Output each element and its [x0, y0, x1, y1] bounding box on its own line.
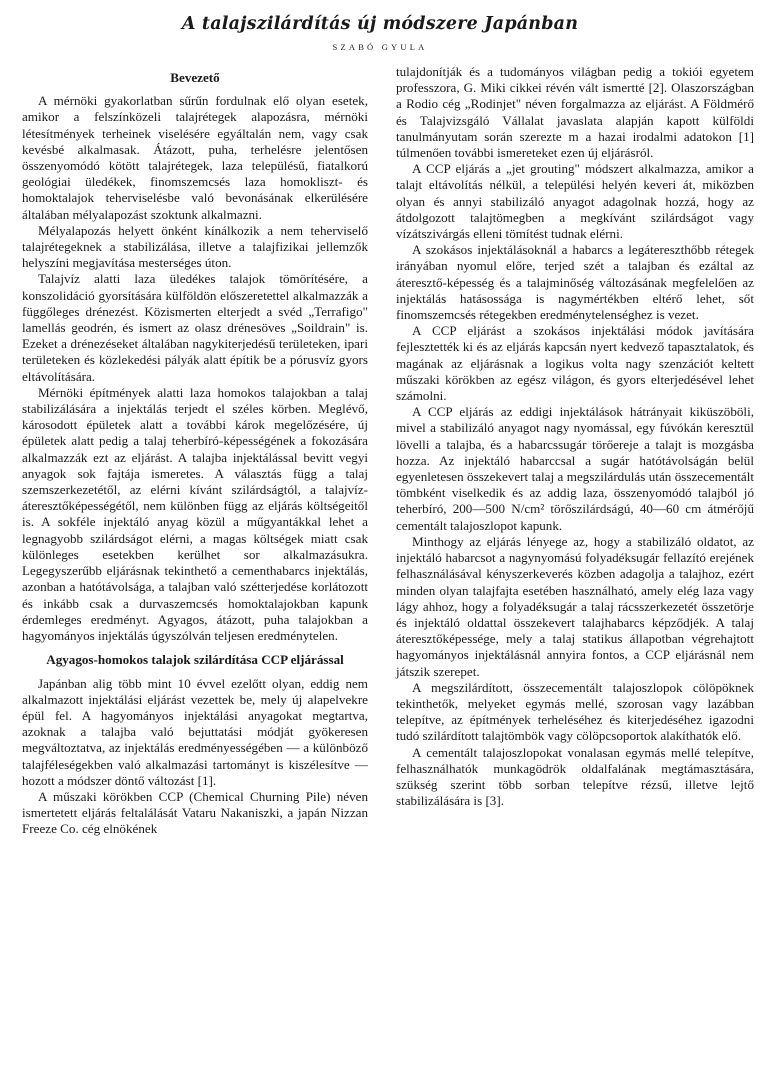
article-author: SZABÓ GYULA	[332, 42, 428, 52]
section-heading-introduction: Bevezető	[170, 70, 220, 85]
paragraph: A CCP eljárás az eddigi injektálások hátrányait kiküszöböli, mivel a stabilizáló anyagot nagy nyomással, egy fúvókán keresztül lövelli a talajba, és a habarcssugár törőereje a talajt is mozgásba hozza. Az injektáló habarccsal a sugár hatótávolságán belül egyenletesen összekevert talaj a megszilárdulás után összecementált tömbként viselkedik és az addig laza, összenyomódó talajból jó teherbíró, 200—500 N/cm² törőszilárdságú, 40—60 cm átmérőjű cementált talajoszlopot kapunk.	[396, 404, 754, 533]
paragraph: A mérnöki gyakorlatban sűrűn fordulnak elő olyan esetek, amikor a felszínközeli talajrétegek alapozásra, mérnöki létesítmények terheinek viselésére egyáltalán nem, vagy csak kevésbé alkalmasak. Átázott, puha, terhelésre jelentősen összenyomódó kötött talajrétegek, laza településű, fiatalkorú geológiai üledékek, finomszemcsés laza homokliszt- és homoktalajok teherviselésbe való bevonásának elkerülésére általában mélyalapozást szoktunk alkalmazni.	[22, 93, 368, 222]
paragraph: A műszaki körökben CCP (Chemical Churning Pile) néven ismertetett eljárás feltalálását Vataru Nakaniszki, a japán Nizzan Freeze Co. cég elnökének	[22, 789, 368, 837]
paragraph: A szokásos injektálásoknál a habarcs a legátereszthőbb rétegek irányában nyomul előre, terjed szét a talajban és ezáltal az áteresztő-képesség és a talajminőség változásának megfelelően az injektálás hatásossága is nagymértékben eltérő lehet, sőt finomszemcsés rétegekben eredménytelenséghez is vezet.	[396, 242, 754, 323]
paragraph: Mélyalapozás helyett önként kínálkozik a nem teherviselő talajrétegeknek a stabilizálása, illetve a talajfizikai jellemzők helyszíni megjavítása mesterséges úton.	[22, 222, 368, 271]
right-column	[396, 64, 754, 809]
paragraph: A CCP eljárást a szokásos injektálási módok javítására fejlesztették ki és az eljárás kapcsán nyert kedvező tapasztalatok, és magának az eljárásnak a logikus volta nagy szenzációt keltett műszaki körökben az egész világon, és gyors elterjedésével lehet számolni.	[396, 323, 754, 404]
paragraph: Talajvíz alatti laza üledékes talajok tömörítésére, a konszolidáció gyorsítására külföldön előszeretettel alkalmazzák a függőleges drénezést. Közismerten elterjedt a svéd „Terrafigo" lamellás geodrén, és ismert az olasz drénesöves „Soildrain" is. Ezeket a drénezéseket általában nagykiterjedésű területeken, ipari területeken és közlekedési pályák alatt építik be a pórusvíz gyors eltávolítására.	[22, 271, 368, 384]
paragraph: A CCP eljárás a „jet grouting" módszert alkalmazza, amikor a talajt eltávolítás nélkül, a települési helyén keveri át, miközben olyan és annyi stabilizáló anyagot adagolnak hozzá, hogy az átdolgozott talajtömegben a megkívánt szilárdságot vagy vízátszivárgás elleni tömítést tudnak elérni.	[396, 161, 754, 242]
paragraph: Japánban alig több mint 10 évvel ezelőtt olyan, eddig nem alkalmazott injektálási eljárást vezettek be, mely új alapelvekre épül fel. A hagyományos injektálási anyagokat megtartva, azoknak a talajba való bejuttatási módját gyökeresen megváltoztatva, az injektálás eredményességében — a különböző talajféleségekben való alkalmazási tartományt is kiszélesítve — hozott a módszer döntő változást [1].	[22, 675, 368, 788]
paragraph: A cementált talajoszlopokat vonalasan egymás mellé telepítve, felhasználhatók munkagödrök oldalfalának megtámasztására, szükség szerint több sorban telepítve rézsű, illetve lejtő stabilizálására is [3].	[396, 744, 754, 809]
article-title: A talajszilárdítás új módszere Japánban	[181, 14, 579, 34]
section-heading-ccp: Agyagos-homokos talajok szilárdítása CCP eljárással	[46, 652, 344, 668]
paragraph: Mérnöki építmények alatti laza homokos talajokban a talaj stabilizálására a injektálás terjedt el széles körben. Meglévő, károsodott épületek alatt a további károk megelőzésére, új épületek alatt pedig a talaj teherbíró-képességének a fokozására alkalmazzák ezt az eljárást. A talajba injektálással bevitt vegyi anyagok sok fajtája ismeretes. A választás függ a talaj szemszerkezetétől, az elérni kívánt szilárdságtól, a talajvíz-áteresztőképességétől, nem különben függ az eljárás költségeitől is. A sokféle injektáló anyag közül a műgyantákkal lehet a legnagyobb szilárdságot elérni, a magas költségek miatt csak különleges esetekben kerülhet sor alkalmazásukra. Legegyszerűbb eljárásnak tekinthető a cementhabarcs injektálás, azonban a hatótávolsága, a talajban való szétterjedése korlátozott és inkább csak a durvaszemcsés homoktalajokban kapunk érdemleges eredményt. Agyagos, átázott, puha talajokban a hagyományos injektálás úgyszólván teljesen eredménytelen.	[22, 384, 368, 643]
paragraph-continued: tulajdonítják és a tudományos világban pedig a tokiói egyetem professzora, G. Miki cikkei révén vált ismertté [2]. Olaszországban a Rodio cég „Rodinjet" néven forgalmazza az eljárást. A Földmérő és Talajvizsgáló Vállalat javaslata alapján kapott külföldi tanulmányutam során szerezte m a hazai irodalmi adatokon [1] túlmenően további ismereteket ezen új eljárásról.	[396, 64, 754, 161]
left-column	[22, 64, 368, 838]
paragraph: A megszilárdított, összecementált talajoszlopok cölöpöknek tekinthetők, melyeket egymás mellé, szorosan vagy lazábban telepítve, az építmények terheléséhez és kiterjedéséhez igazodni tudó szilárdított talajtömbök vagy cölöpcsoportok alakíthatók elő.	[396, 679, 754, 744]
paragraph: Minthogy az eljárás lényege az, hogy a stabilizáló oldatot, az injektáló habarcsot a nagynyomású folyadéksugár fellazító erejének felhasználásával kényszerkeverés közben adagolja a talajhoz, ezért minden olyan talajfajta esetében használható, amely elég laza vagy lágy ahhoz, hogy a folyadéksugár a talaj rácsszerkezetét összetörje és injektáló oldattal összekevert talajhabarcs képződjék. A talaj áteresztőképessége, mely a talaj statikus állapotban végrehajtott hagyományos injektálásnál annyira fontos, a CCP eljárásnál nem játszik szerepet.	[396, 533, 754, 679]
